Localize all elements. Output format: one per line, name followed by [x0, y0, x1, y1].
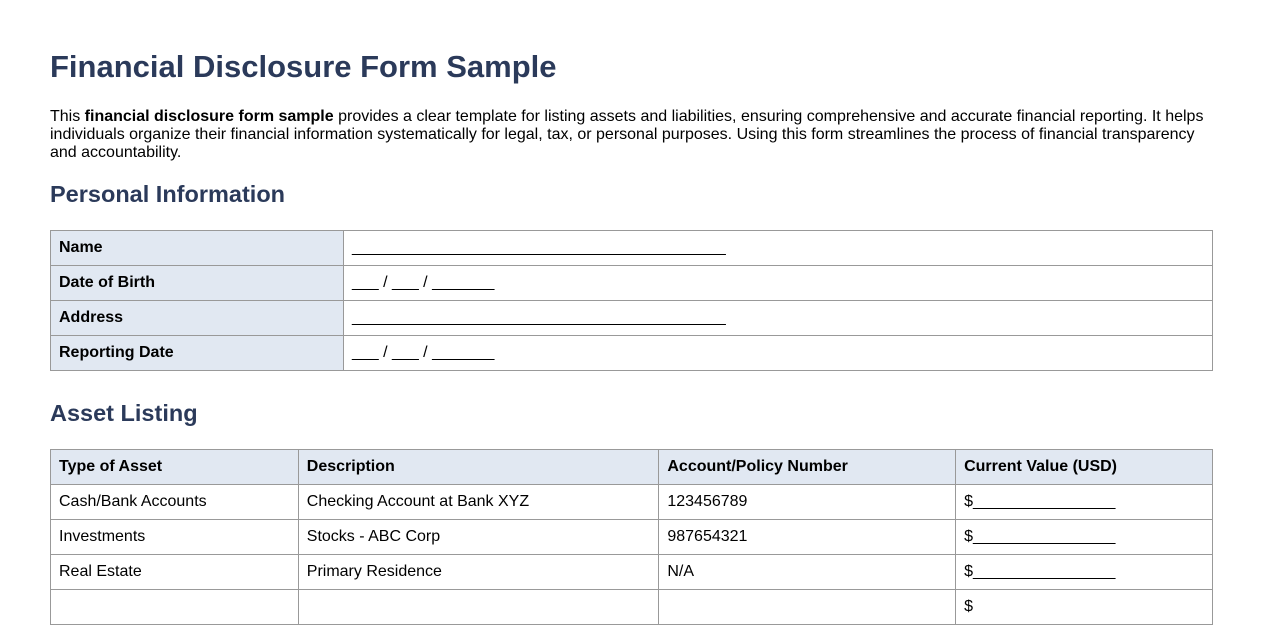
table-row — [51, 555, 1213, 590]
table-row — [51, 520, 1213, 555]
account-number: 123456789 — [659, 485, 956, 520]
table-row — [51, 485, 1213, 520]
name-field[interactable]: __________________________________________ — [344, 231, 1213, 266]
field-label: Reporting Date — [51, 336, 344, 371]
column-header: Current Value (USD) — [956, 450, 1213, 485]
table-row — [51, 590, 1213, 625]
asset-type — [51, 590, 299, 625]
asset-description: Checking Account at Bank XYZ — [298, 485, 659, 520]
asset-type: Cash/Bank Accounts — [51, 485, 299, 520]
column-header: Description — [298, 450, 659, 485]
account-number: N/A — [659, 555, 956, 590]
personal-info-heading: Personal Information — [50, 181, 286, 207]
account-number — [659, 590, 956, 625]
column-header: Type of Asset — [51, 450, 299, 485]
asset-type: Investments — [51, 520, 299, 555]
field-label: Name — [51, 231, 344, 266]
page-title: Financial Disclosure Form Sample — [50, 49, 557, 84]
reporting-date-field[interactable]: ___ / ___ / _______ — [344, 336, 1213, 371]
asset-description: Stocks - ABC Corp — [298, 520, 659, 555]
current-value-field[interactable]: $________________ — [956, 555, 1213, 590]
intro-paragraph — [50, 108, 1213, 162]
asset-description: Primary Residence — [298, 555, 659, 590]
asset-type: Real Estate — [51, 555, 299, 590]
column-header: Account/Policy Number — [659, 450, 956, 485]
asset-listing-heading: Asset Listing — [50, 400, 198, 426]
asset-description — [298, 590, 659, 625]
date-of-birth-field[interactable]: ___ / ___ / _______ — [344, 266, 1213, 301]
intro-bold: financial disclosure form sample — [84, 108, 334, 125]
intro-suffix: provides a clear template for listing assets and liabilities, ensuring comprehensive and accurate financial reporting. It helps individuals organize their financial information systematically for legal, tax, or personal purposes. Using this form streamlines the process of financial transparency and accountability. — [50, 108, 1204, 161]
address-field[interactable]: __________________________________________ — [344, 301, 1213, 336]
personal-info-table — [50, 230, 1213, 371]
table-header-row — [51, 450, 1213, 485]
asset-table — [50, 449, 1213, 625]
field-label: Date of Birth — [51, 266, 344, 301]
table-row — [51, 266, 1213, 301]
table-row — [51, 301, 1213, 336]
field-label: Address — [51, 301, 344, 336]
current-value-field[interactable]: $________________ — [956, 485, 1213, 520]
table-row — [51, 336, 1213, 371]
table-row — [51, 231, 1213, 266]
intro-prefix: This — [50, 108, 85, 125]
current-value-field[interactable]: $________________ — [956, 520, 1213, 555]
current-value-field[interactable]: $ — [956, 590, 1213, 625]
account-number: 987654321 — [659, 520, 956, 555]
